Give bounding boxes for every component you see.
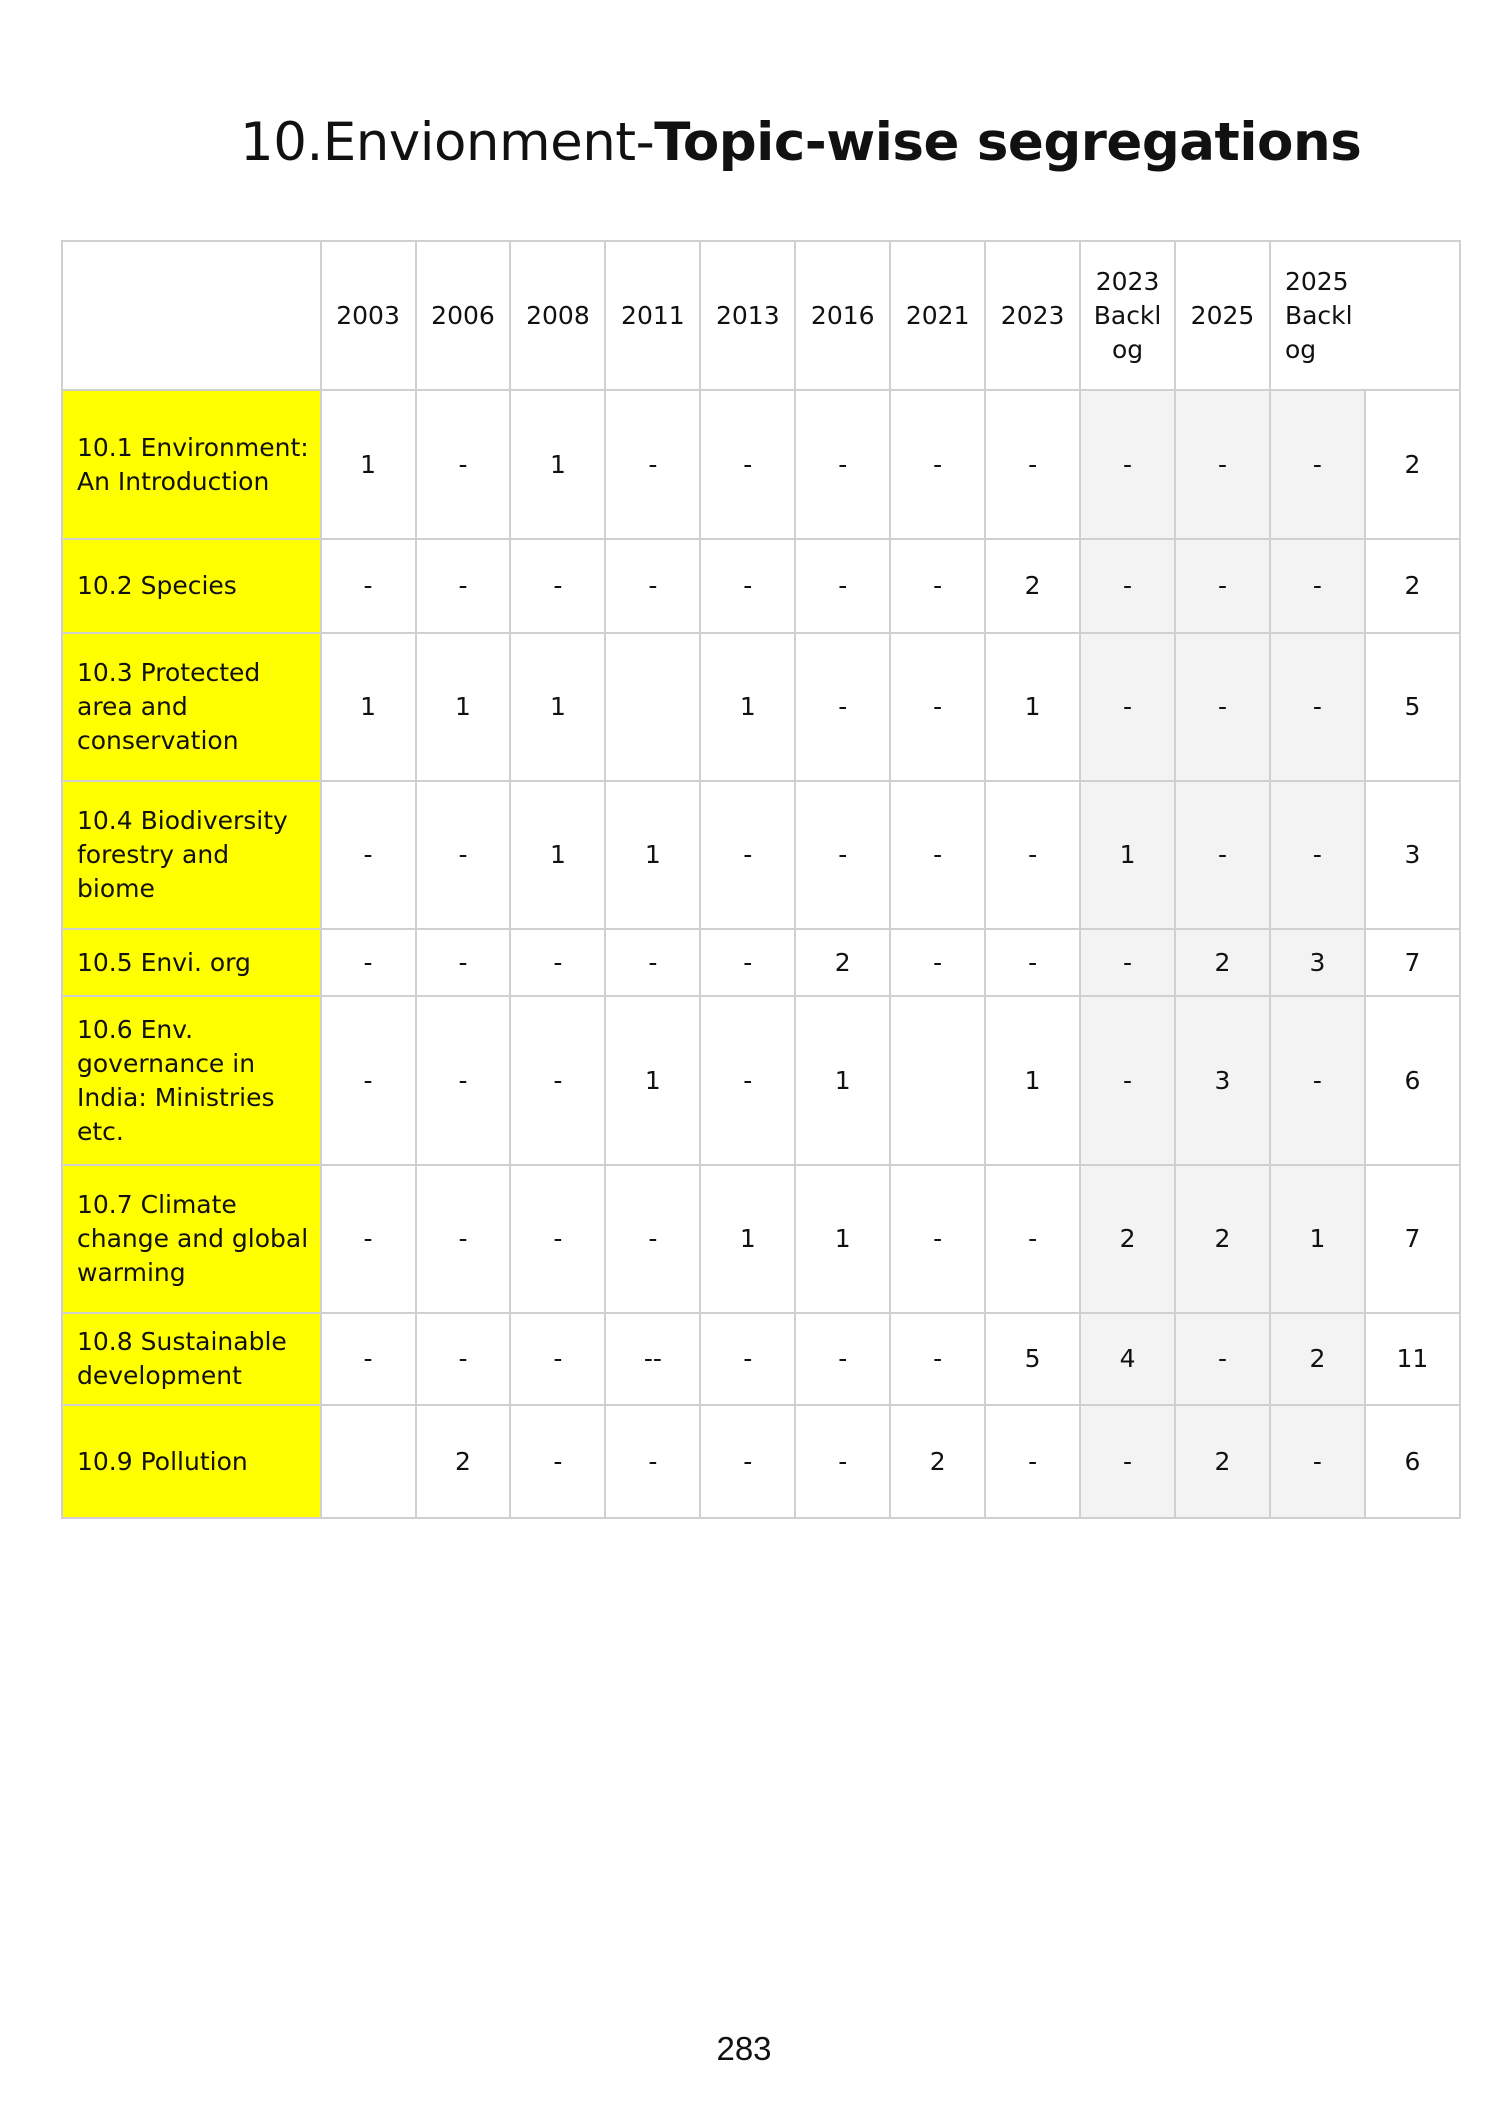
count-cell: - (1270, 539, 1365, 633)
count-cell: 1 (1080, 781, 1175, 929)
header-cell: 2011 (605, 241, 700, 390)
count-cell: - (1270, 781, 1365, 929)
count-cell: - (416, 929, 511, 996)
count-cell: 1 (795, 1165, 890, 1313)
table-row (62, 390, 1460, 539)
count-cell: - (890, 1313, 985, 1405)
total-cell: 11 (1365, 1313, 1460, 1405)
count-cell: - (321, 1313, 416, 1405)
total-cell: 5 (1365, 633, 1460, 781)
count-cell: - (1175, 781, 1270, 929)
count-cell: 2 (795, 929, 890, 996)
count-cell: - (416, 1165, 511, 1313)
count-cell: - (1080, 633, 1175, 781)
count-cell: - (416, 390, 511, 539)
page-title (240, 112, 1361, 173)
total-cell: 7 (1365, 929, 1460, 996)
header-cell-empty (62, 241, 321, 390)
count-cell: - (700, 781, 795, 929)
header-cell: 2025 Backl og (1270, 241, 1460, 390)
header-cell: 2008 (510, 241, 605, 390)
count-cell (321, 1405, 416, 1518)
count-cell: - (416, 1313, 511, 1405)
count-cell: 1 (510, 390, 605, 539)
count-cell: - (510, 1405, 605, 1518)
table-row (62, 539, 1460, 633)
count-cell: - (795, 633, 890, 781)
title-prefix: 10.Envionment- (240, 112, 655, 173)
count-cell: 1 (795, 996, 890, 1165)
count-cell: 1 (321, 633, 416, 781)
count-cell: - (985, 929, 1080, 996)
count-cell: - (321, 1165, 416, 1313)
count-cell: - (605, 539, 700, 633)
count-cell: - (1270, 390, 1365, 539)
count-cell: - (510, 929, 605, 996)
count-cell: 2 (1175, 1405, 1270, 1518)
count-cell: 3 (1270, 929, 1365, 996)
total-cell: 6 (1365, 996, 1460, 1165)
header-cell: 2006 (416, 241, 511, 390)
count-cell: 1 (985, 633, 1080, 781)
count-cell: - (416, 996, 511, 1165)
count-cell: 2 (1175, 1165, 1270, 1313)
topic-cell: 10.9 Pollution (62, 1405, 321, 1518)
count-cell: - (605, 1165, 700, 1313)
count-cell: - (1080, 929, 1175, 996)
count-cell: - (1270, 996, 1365, 1165)
count-cell: - (416, 539, 511, 633)
count-cell: 2 (1270, 1313, 1365, 1405)
count-cell: - (1080, 390, 1175, 539)
count-cell (890, 996, 985, 1165)
count-cell: - (416, 781, 511, 929)
count-cell: - (605, 929, 700, 996)
count-cell: - (510, 1313, 605, 1405)
header-cell: 2023 (985, 241, 1080, 390)
count-cell: 2 (890, 1405, 985, 1518)
count-cell: - (605, 390, 700, 539)
count-cell: - (321, 539, 416, 633)
topic-table (61, 240, 1461, 1519)
header-cell: 2016 (795, 241, 890, 390)
count-cell: 1 (510, 633, 605, 781)
topic-cell: 10.6 Env. governance in India: Ministries etc. (62, 996, 321, 1165)
count-cell: - (795, 390, 890, 539)
count-cell: - (795, 781, 890, 929)
table-row (62, 929, 1460, 996)
count-cell: -- (605, 1313, 700, 1405)
count-cell: - (890, 929, 985, 996)
count-cell: 1 (510, 781, 605, 929)
count-cell: 1 (605, 781, 700, 929)
count-cell: - (700, 539, 795, 633)
topic-cell: 10.7 Climate change and global warming (62, 1165, 321, 1313)
total-cell: 6 (1365, 1405, 1460, 1518)
count-cell: - (1175, 539, 1270, 633)
count-cell: 1 (416, 633, 511, 781)
count-cell: - (795, 539, 890, 633)
count-cell: - (700, 996, 795, 1165)
count-cell: - (890, 633, 985, 781)
title-bold: Topic-wise segregations (654, 112, 1362, 173)
table-row (62, 1165, 1460, 1313)
table-row (62, 781, 1460, 929)
count-cell: - (510, 1165, 605, 1313)
header-cell: 2025 (1175, 241, 1270, 390)
count-cell: - (1270, 633, 1365, 781)
count-cell: 4 (1080, 1313, 1175, 1405)
topic-cell: 10.5 Envi. org (62, 929, 321, 996)
count-cell: - (985, 781, 1080, 929)
table-row (62, 1313, 1460, 1405)
count-cell (605, 633, 700, 781)
count-cell: - (985, 390, 1080, 539)
topic-cell: 10.8 Sustainable development (62, 1313, 321, 1405)
count-cell: - (700, 929, 795, 996)
total-cell: 3 (1365, 781, 1460, 929)
count-cell: - (605, 1405, 700, 1518)
count-cell: 1 (1270, 1165, 1365, 1313)
page-number: 283 (716, 2030, 772, 2067)
table-row (62, 633, 1460, 781)
count-cell: 2 (985, 539, 1080, 633)
count-cell: 5 (985, 1313, 1080, 1405)
header-cell: 2021 (890, 241, 985, 390)
count-cell: 1 (700, 633, 795, 781)
count-cell: - (1080, 1405, 1175, 1518)
count-cell: 3 (1175, 996, 1270, 1165)
count-cell: - (985, 1165, 1080, 1313)
count-cell: 2 (416, 1405, 511, 1518)
topic-cell: 10.4 Biodiversity forestry and biome (62, 781, 321, 929)
count-cell: - (1175, 633, 1270, 781)
count-cell: - (1080, 539, 1175, 633)
count-cell: - (1270, 1405, 1365, 1518)
count-cell: 1 (985, 996, 1080, 1165)
topic-cell: 10.2 Species (62, 539, 321, 633)
count-cell: 2 (1175, 929, 1270, 996)
count-cell: - (1175, 1313, 1270, 1405)
count-cell: - (795, 1405, 890, 1518)
topic-cell: 10.1 Environment: An Introduction (62, 390, 321, 539)
topic-cell: 10.3 Protected area and conservation (62, 633, 321, 781)
count-cell: - (795, 1313, 890, 1405)
count-cell: - (890, 390, 985, 539)
count-cell: - (700, 390, 795, 539)
total-cell: 2 (1365, 539, 1460, 633)
count-cell: - (1175, 390, 1270, 539)
count-cell: - (321, 996, 416, 1165)
table-row (62, 996, 1460, 1165)
count-cell: - (321, 781, 416, 929)
count-cell: - (510, 996, 605, 1165)
count-cell: 1 (700, 1165, 795, 1313)
count-cell: - (1080, 996, 1175, 1165)
count-cell: - (890, 781, 985, 929)
header-cell: 2023 Backl og (1080, 241, 1175, 390)
table-row (62, 1405, 1460, 1518)
header-cell: 2013 (700, 241, 795, 390)
count-cell: 1 (321, 390, 416, 539)
total-cell: 7 (1365, 1165, 1460, 1313)
count-cell: - (700, 1313, 795, 1405)
total-cell: 2 (1365, 390, 1460, 539)
count-cell: 2 (1080, 1165, 1175, 1313)
header-cell: 2003 (321, 241, 416, 390)
count-cell: - (510, 539, 605, 633)
count-cell: - (321, 929, 416, 996)
count-cell: - (985, 1405, 1080, 1518)
table-header-row (62, 241, 1460, 390)
count-cell: - (890, 539, 985, 633)
count-cell: - (700, 1405, 795, 1518)
table-body (62, 390, 1460, 1518)
count-cell: 1 (605, 996, 700, 1165)
count-cell: - (890, 1165, 985, 1313)
